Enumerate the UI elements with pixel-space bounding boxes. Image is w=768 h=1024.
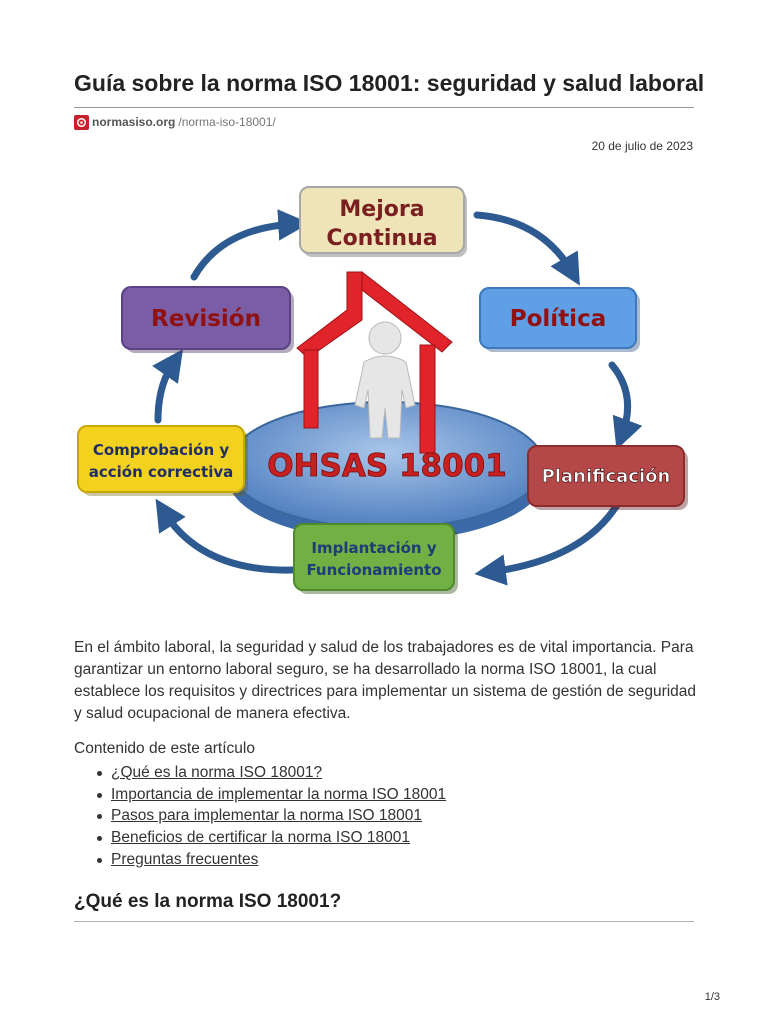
center-label: OHSAS 18001 (267, 448, 507, 484)
toc-link-importancia[interactable]: Importancia de implementar la norma ISO 18001 (111, 785, 447, 803)
toc-link-beneficios[interactable]: Beneficios de certificar la norma ISO 18001 (111, 829, 410, 847)
ohsas-cycle-diagram (72, 180, 696, 600)
arrow-politica-to-planificacion (612, 365, 628, 435)
step-mejora-line2: Continua (326, 226, 438, 251)
site-favicon-icon (74, 115, 89, 130)
toc-item (74, 827, 446, 849)
section-divider (74, 921, 694, 922)
arrow-comprobacion-to-revision (158, 362, 174, 420)
toc-link-preguntas[interactable]: Preguntas frecuentes (111, 850, 259, 868)
section-heading: ¿Qué es la norma ISO 18001? (74, 891, 342, 912)
toc-item (74, 762, 446, 784)
step-revision (122, 287, 294, 353)
step-mejora-continua (300, 187, 467, 257)
page-title: Guía sobre la norma ISO 18001: seguridad y salud laboral (74, 70, 705, 96)
arrow-mejora-to-politica (477, 215, 572, 272)
step-comprobacion (78, 426, 248, 496)
step-revision-label: Revisión (151, 306, 261, 332)
source-domain-link[interactable]: normasiso.org (92, 115, 176, 129)
toc-item (74, 849, 446, 871)
step-implantacion-line2: Funcionamiento (306, 561, 442, 579)
title-divider (74, 107, 694, 108)
source-line (74, 113, 276, 131)
source-path: /norma-iso-18001/ (178, 115, 276, 129)
intro-paragraph: En el ámbito laboral, la seguridad y salud de los trabajadores es de vital importancia. Para garantizar un entorno laboral seguro, se ha desarrollado la norma ISO 18001, la cual establece los requisitos y directrices para implementar un sistema de gestión de seguridad y salud ocupacional de manera efectiva. (74, 639, 697, 722)
page-number: 1/3 (704, 991, 720, 1003)
table-of-contents (74, 762, 446, 871)
step-implantacion (294, 524, 458, 594)
toc-link-que-es[interactable]: ¿Qué es la norma ISO 18001? (111, 764, 323, 781)
step-implantacion-line1: Implantación y (311, 539, 437, 557)
step-mejora-line1: Mejora (339, 197, 425, 222)
step-comprobacion-line2: acción correctiva (88, 463, 234, 481)
toc-heading: Contenido de este artículo (74, 740, 255, 757)
step-comprobacion-line1: Comprobación y (92, 441, 230, 459)
arrow-revision-to-mejora (194, 224, 294, 277)
toc-item (74, 805, 446, 827)
step-politica-label: Política (509, 306, 607, 332)
step-politica (480, 288, 640, 352)
publish-date: 20 de julio de 2023 (591, 139, 693, 153)
toc-link-pasos[interactable]: Pasos para implementar la norma ISO 18001 (111, 807, 423, 825)
step-planificacion-label: Planificación (541, 466, 671, 487)
toc-item (74, 784, 446, 806)
step-planificacion (528, 446, 688, 510)
